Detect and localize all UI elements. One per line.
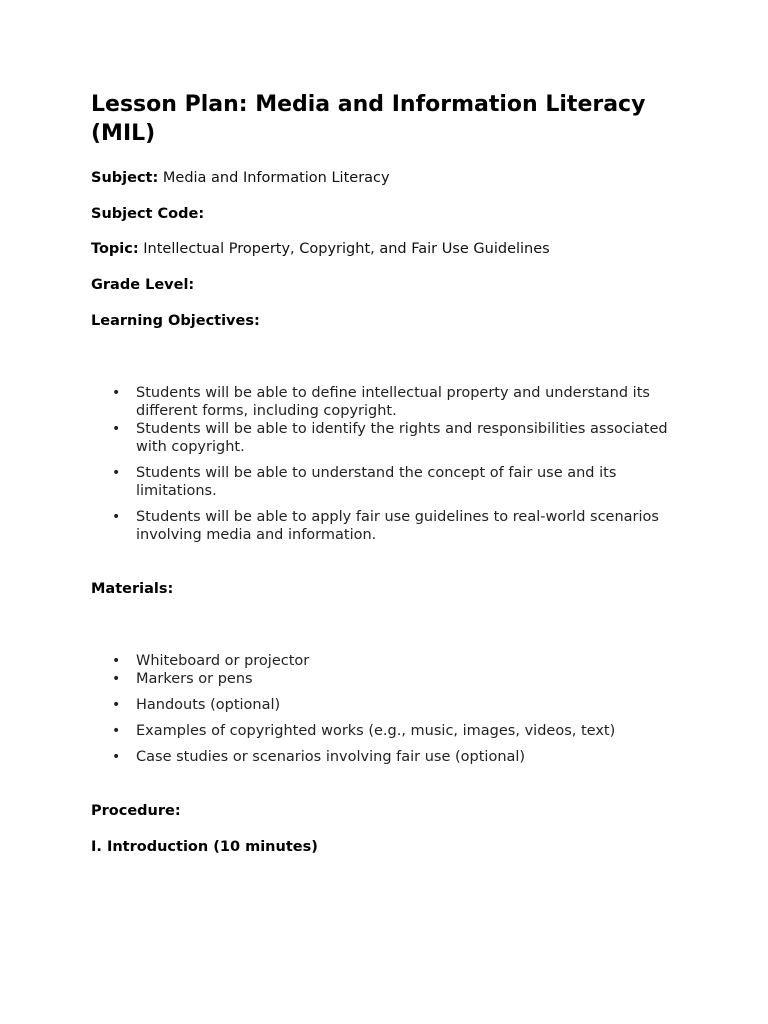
grade-level-line [91, 276, 194, 294]
bullet-icon: • [112, 385, 121, 401]
subject-code-line [91, 205, 204, 223]
list-item-text: Whiteboard or projector [136, 653, 310, 669]
procedure-heading [91, 802, 181, 820]
objectives-heading [91, 312, 260, 330]
introduction-label: I. Introduction (10 minutes) [91, 839, 318, 855]
topic-line [91, 240, 550, 258]
materials-heading [91, 580, 173, 598]
bullet-icon: • [112, 697, 121, 713]
list-item-text: Case studies or scenarios involving fair use (optional) [136, 749, 526, 765]
topic-value: Intellectual Property, Copyright, and Fair Use Guidelines [143, 241, 550, 257]
list-item-text: Students will be able to define intellectual property and understand its different forms, including copyright. [136, 385, 650, 419]
bullet-icon: • [112, 723, 121, 739]
subject-value: Media and Information Literacy [162, 170, 390, 186]
bullet-icon: • [112, 671, 121, 687]
bullet-icon: • [112, 421, 121, 437]
bullet-icon: • [112, 653, 121, 669]
materials-label: Materials: [91, 581, 174, 597]
objectives-label: Learning Objectives: [91, 313, 260, 329]
subject-line [91, 169, 390, 187]
list-item-text: Students will be able to identify the rights and responsibilities associated with copyright. [136, 421, 668, 455]
bullet-icon: • [112, 465, 121, 481]
list-item-text: Students will be able to apply fair use guidelines to real-world scenarios involving media and information. [136, 509, 659, 543]
list-item-text: Handouts (optional) [136, 697, 281, 713]
list-item-text: Examples of copyrighted works (e.g., music, images, videos, text) [136, 723, 616, 739]
topic-label: Topic: [91, 241, 139, 257]
subject-label: Subject: [91, 170, 159, 186]
list-item-text: Markers or pens [136, 671, 253, 687]
grade-level-label: Grade Level: [91, 277, 195, 293]
bullet-icon: • [112, 749, 121, 765]
bullet-icon: • [112, 509, 121, 525]
page-title: Lesson Plan: Media and Information Literacy (MIL) [91, 92, 646, 146]
subject-code-label: Subject Code: [91, 206, 205, 222]
list-item-text: Students will be able to understand the concept of fair use and its limitations. [136, 465, 617, 499]
procedure-label: Procedure: [91, 803, 181, 819]
introduction-heading [91, 838, 318, 856]
